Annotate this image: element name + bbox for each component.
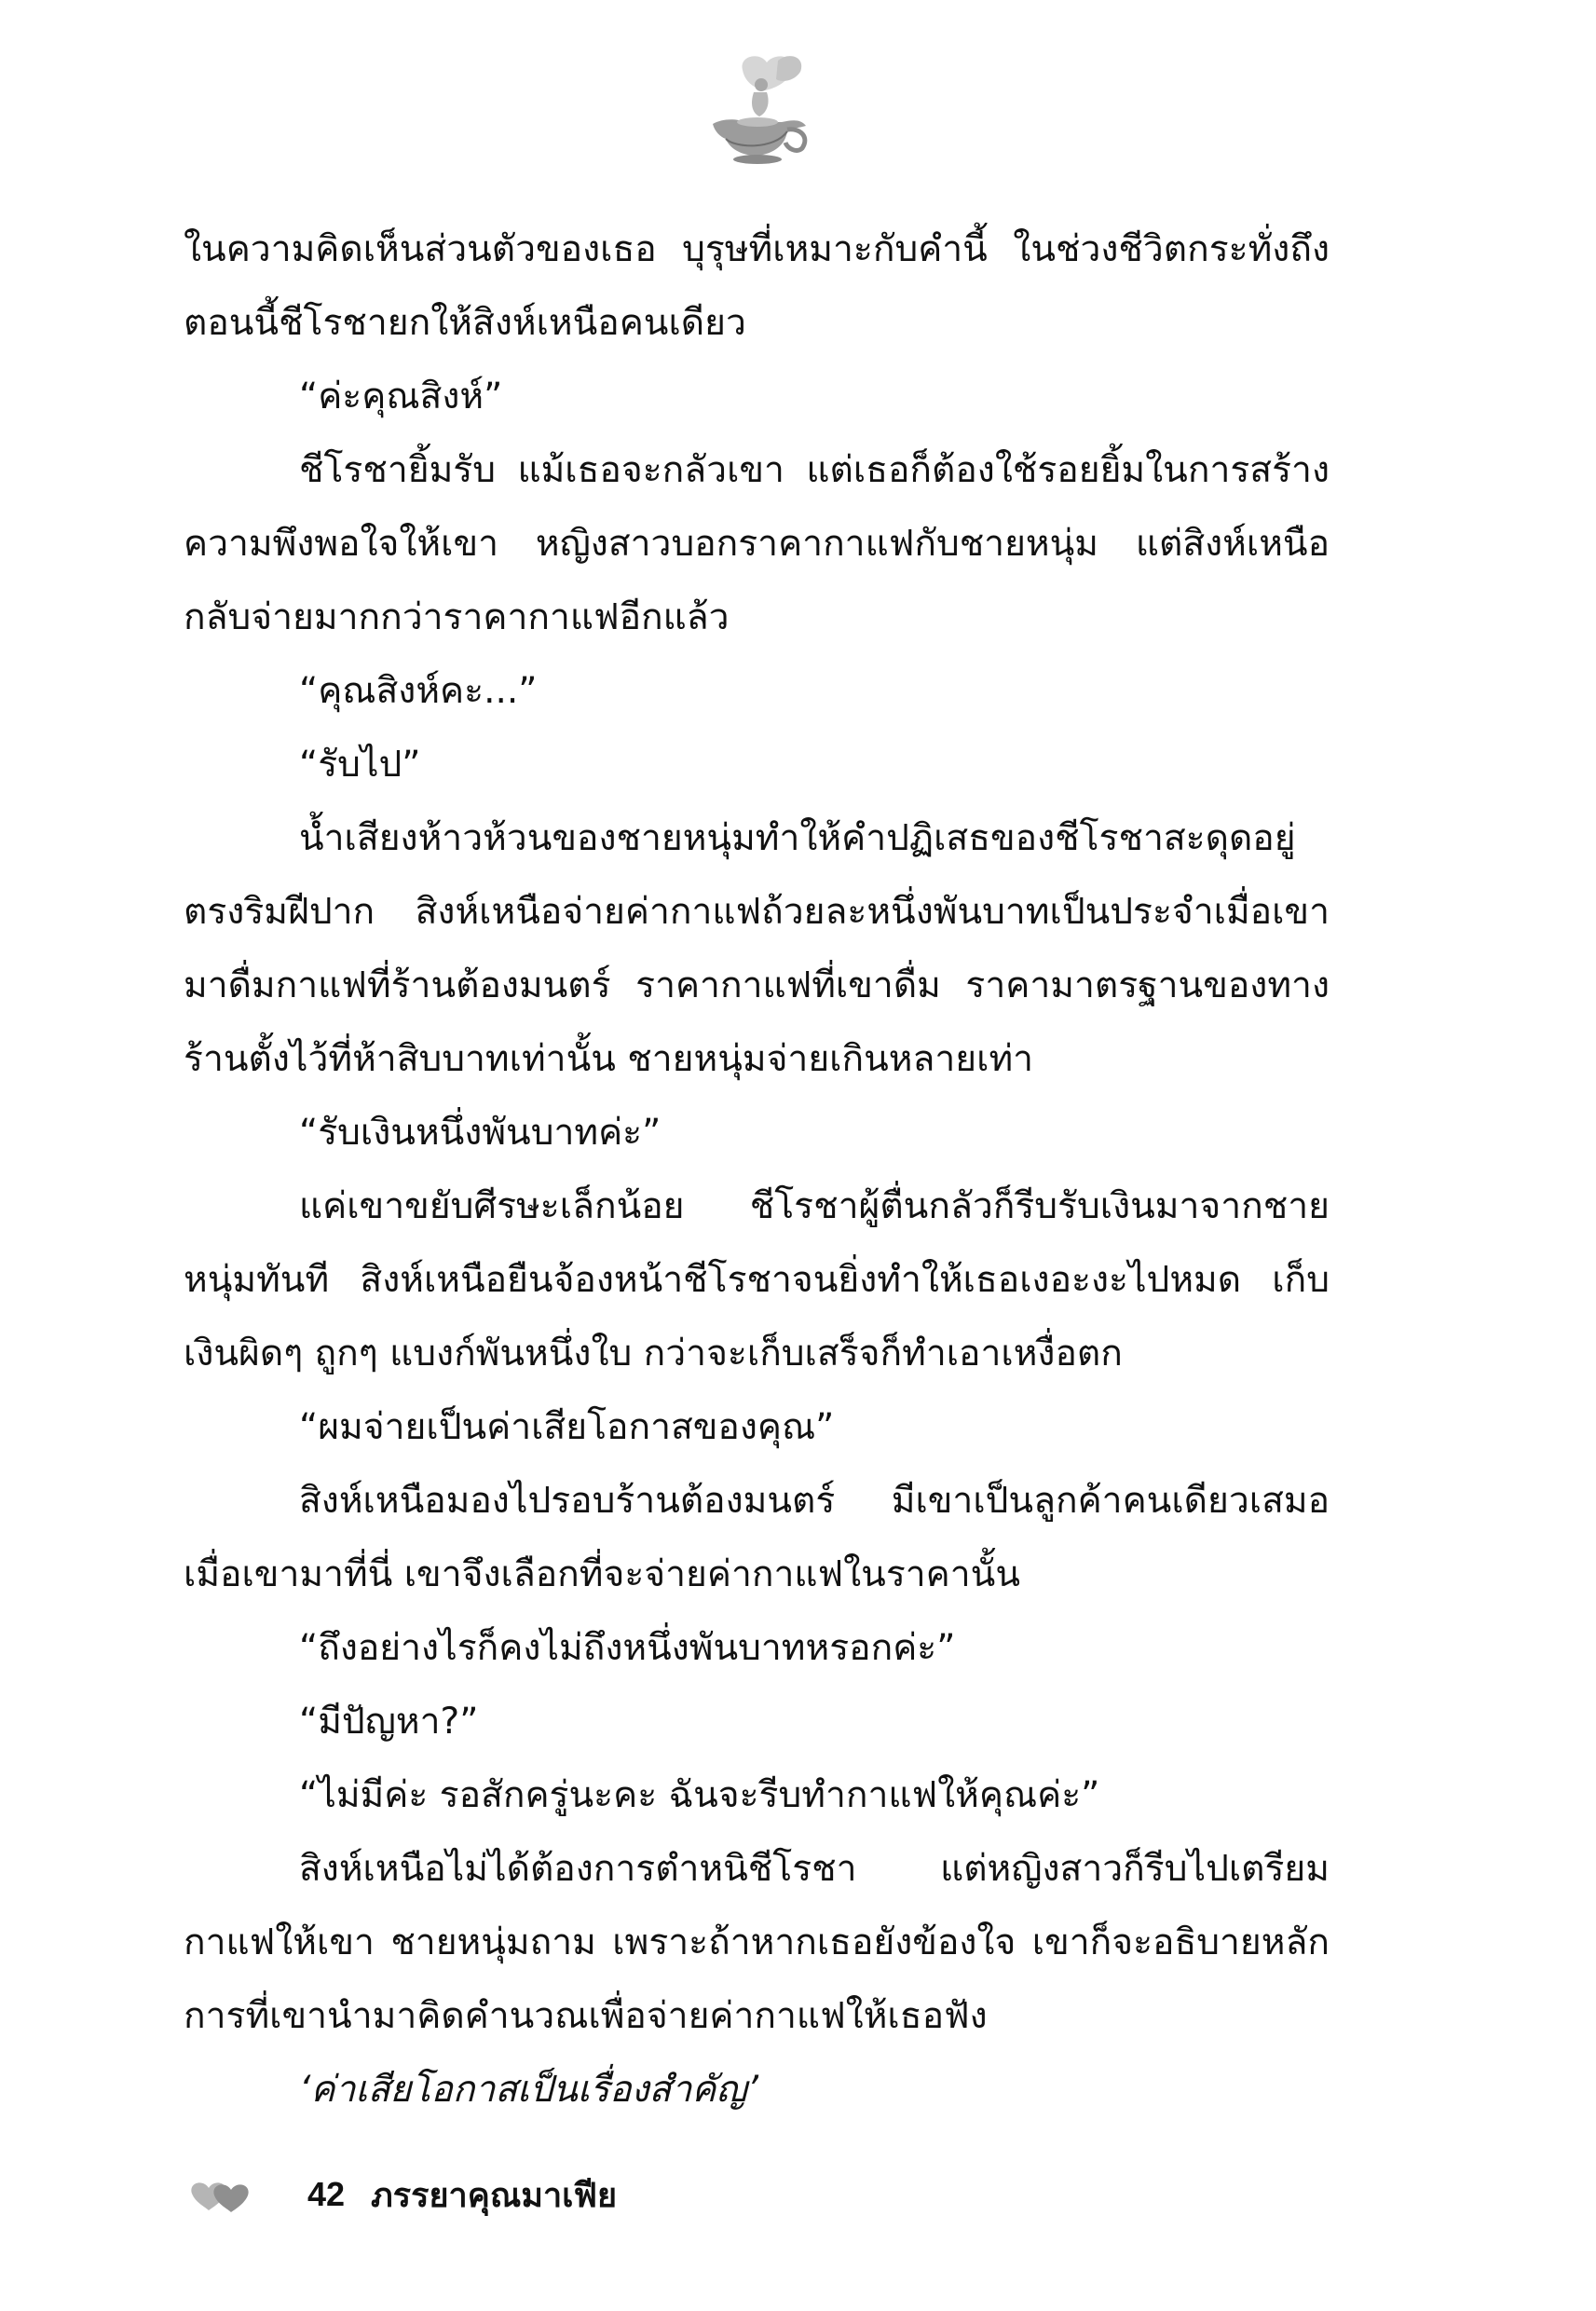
paragraph: “ไม่มีค่ะ รอสักครู่นะคะ ฉันจะรีบทำกาแฟให้คุณค่ะ” — [299, 1774, 1100, 1816]
paragraph: ในความคิดเห็นส่วนตัวของเธอ บุรุษที่เหมาะกับคำนี้ ในช่วงชีวิตกระทั่งถึงตอนนี้ชีโรชายกให้สิงห์เหนือคนเดียว — [184, 228, 1330, 344]
paragraph: “ค่ะคุณสิงห์” — [299, 376, 503, 417]
paragraph: สิงห์เหนือไม่ได้ต้องการตำหนิชีโรชา แต่หญิงสาวก็รีบไปเตรียมกาแฟให้เขา ชายหนุ่มถาม เพราะถ้าหากเธอยังข้องใจ เขาก็จะอธิบายหลักการที่เขานำมาคิดคำนวณเพื่อจ่ายค่ากาแฟให้เธอฟัง — [184, 1848, 1330, 2037]
paragraph: “คุณสิงห์คะ...” — [299, 670, 538, 712]
page-footer — [186, 2167, 617, 2222]
paragraph: “ถึงอย่างไรก็คงไม่ถึงหนึ่งพันบาทหรอกค่ะ” — [299, 1627, 956, 1669]
hearts-ornament-icon — [186, 2175, 261, 2214]
paragraph: “ผมจ่ายเป็นค่าเสียโอกาสของคุณ” — [299, 1406, 835, 1448]
chapter-body — [184, 212, 1330, 2126]
paragraph: “รับไป” — [299, 744, 421, 786]
paragraph: สิงห์เหนือมองไปรอบร้านต้องมนตร์ มีเขาเป็นลูกค้าคนเดียวเสมอเมื่อเขามาที่นี่ เขาจึงเลือกที่จะจ่ายค่ากาแฟในราคานั้น — [184, 1480, 1330, 1595]
paragraph: แค่เขาขยับศีรษะเล็กน้อย ชีโรชาผู้ตื่นกลัวก็รีบรับเงินมาจากชายหนุ่มทันที สิงห์เหนือยืนจ้องหน้าชีโรชาจนยิ่งทำให้เธอเงอะงะไปหมด เก็บเงินผิดๆ ถูกๆ แบงก์พันหนึ่งใบ กว่าจะเก็บเสร็จก็ทำเอาเหงื่อตก — [184, 1185, 1330, 1374]
cupid-teapot-ornament-icon — [685, 51, 825, 172]
paragraph: ‘ค่าเสียโอกาสเป็นเรื่องสำคัญ’ — [299, 2069, 758, 2111]
book-title: ภรรยาคุณมาเฟีย — [371, 2176, 618, 2215]
page-number: 42 — [307, 2175, 346, 2213]
paragraph: “รับเงินหนึ่งพันบาทค่ะ” — [299, 1112, 662, 1154]
paragraph: น้ำเสียงห้าวห้วนของชายหนุ่มทำให้คำปฏิเสธของชีโรชาสะดุดอยู่ตรงริมฝีปาก สิงห์เหนือจ่ายค่ากาแฟถ้วยละหนึ่งพันบาทเป็นประจำเมื่อเขามาดื่มกาแฟที่ร้านต้องมนตร์ ราคากาแฟที่เขาดื่ม ราคามาตรฐานของทางร้านตั้งไว้ที่ห้าสิบบาทเท่านั้น ชายหนุ่มจ่ายเกินหลายเท่า — [184, 817, 1330, 1080]
paragraph: “มีปัญหา?” — [299, 1701, 479, 1743]
paragraph: ชีโรชายิ้มรับ แม้เธอจะกลัวเขา แต่เธอก็ต้องใช้รอยยิ้มในการสร้างความพึงพอใจให้เขา หญิงสาวบอกราคากาแฟกับชายหนุ่ม แต่สิงห์เหนือกลับจ่ายมากกว่าราคากาแฟอีกแล้ว — [184, 449, 1330, 638]
